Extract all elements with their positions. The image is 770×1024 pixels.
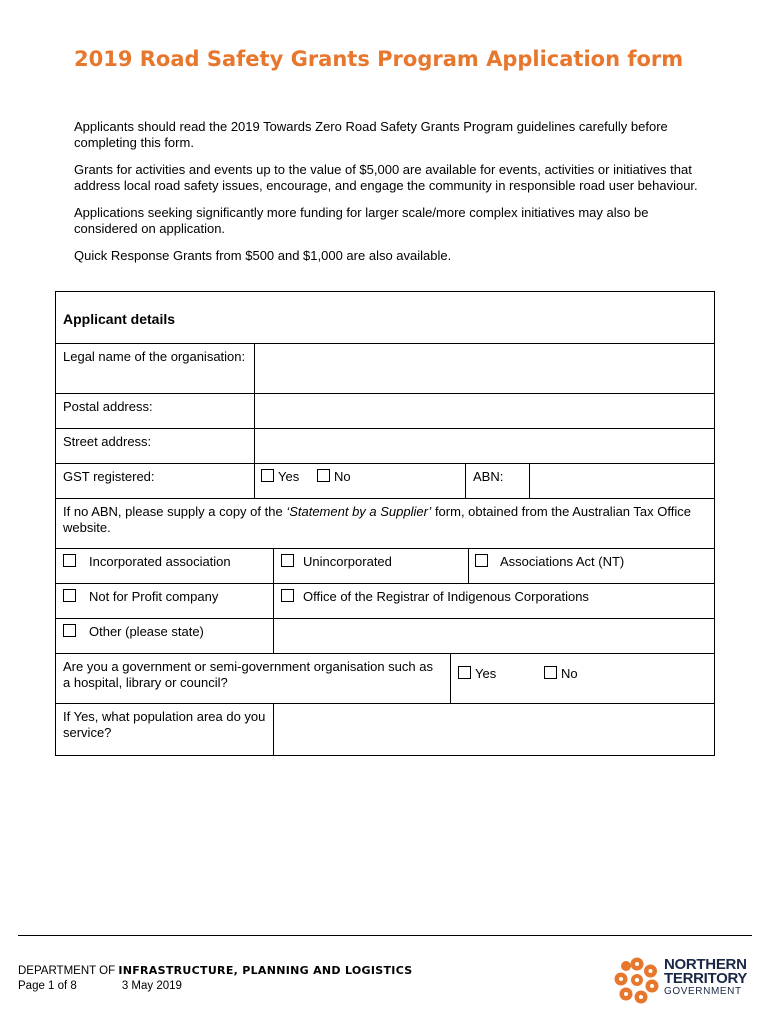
- not-for-profit-option[interactable]: [63, 589, 218, 605]
- document-date: 3 May 2019: [121, 980, 182, 992]
- abn-field[interactable]: [529, 463, 715, 499]
- registrar-label: Office of the Registrar of Indigenous Corporations: [303, 589, 589, 604]
- population-field[interactable]: [273, 703, 715, 756]
- intro-text: [74, 119, 714, 264]
- gov-yes-label: Yes: [475, 666, 497, 681]
- checkbox-icon[interactable]: [317, 469, 330, 482]
- street-address-field[interactable]: [254, 428, 715, 464]
- gov-no-label: No: [561, 666, 578, 681]
- associations-act-label: Associations Act (NT): [500, 554, 625, 569]
- legal-name-field[interactable]: [254, 343, 715, 394]
- gst-options: [254, 463, 466, 499]
- flower-icon: [612, 955, 662, 1005]
- gst-no-label: No: [334, 469, 351, 484]
- footer-divider: [18, 935, 752, 936]
- postal-address-label: Postal address:: [55, 393, 255, 429]
- checkbox-icon[interactable]: [281, 589, 294, 602]
- gst-yes-option[interactable]: [261, 469, 299, 485]
- gov-yes-option[interactable]: [458, 666, 496, 682]
- section-heading: Applicant details: [55, 291, 715, 344]
- page-number: Page 1 of 8: [18, 980, 77, 992]
- gst-no-option[interactable]: [317, 469, 351, 485]
- intro-paragraph: Applications seeking significantly more funding for larger scale/more complex initiatives may also be considered on application.: [74, 205, 649, 236]
- other-option[interactable]: [63, 624, 204, 640]
- gov-question: Are you a government or semi-government organisation such as a hospital, library or council?: [55, 653, 451, 704]
- incorporated-option[interactable]: [63, 554, 231, 570]
- checkbox-icon[interactable]: [544, 666, 557, 679]
- unincorporated-option[interactable]: [281, 554, 392, 570]
- page-title: 2019 Road Safety Grants Program Application form: [74, 47, 684, 71]
- org-type-cell: [273, 548, 469, 584]
- abn-note-text: If no ABN, please supply a copy of the: [63, 504, 287, 519]
- dept-title: INFRASTRUCTURE, PLANNING AND LOGISTICS: [118, 964, 413, 977]
- gov-no-option[interactable]: [544, 666, 578, 682]
- abn-label: ABN:: [465, 463, 530, 499]
- logo-line: NORTHERN: [664, 956, 747, 973]
- other-label: Other (please state): [89, 624, 204, 639]
- gst-yes-label: Yes: [278, 469, 300, 484]
- nt-government-logo: [612, 955, 762, 1005]
- checkbox-icon[interactable]: [261, 469, 274, 482]
- department-name: [18, 964, 413, 977]
- other-specify-field[interactable]: [273, 618, 715, 654]
- logo-wordmark: [664, 958, 747, 998]
- abn-note: [55, 498, 715, 549]
- checkbox-icon[interactable]: [475, 554, 488, 567]
- dept-prefix: DEPARTMENT OF: [18, 965, 119, 977]
- associations-act-option[interactable]: [475, 554, 624, 570]
- org-type-cell: [55, 583, 274, 619]
- org-type-cell: [468, 548, 715, 584]
- logo-line: TERRITORY: [664, 970, 748, 987]
- checkbox-icon[interactable]: [281, 554, 294, 567]
- registrar-option[interactable]: [281, 589, 589, 605]
- org-type-cell: [273, 583, 715, 619]
- postal-address-field[interactable]: [254, 393, 715, 429]
- abn-note-text: form, obtained from the Australian Tax Office website.: [63, 504, 691, 535]
- checkbox-icon[interactable]: [458, 666, 471, 679]
- gst-label: GST registered:: [55, 463, 255, 499]
- legal-name-label: Legal name of the organisation:: [55, 343, 255, 394]
- checkbox-icon[interactable]: [63, 624, 76, 637]
- unincorporated-label: Unincorporated: [303, 554, 392, 569]
- page-info: [18, 980, 182, 992]
- gov-options: [450, 653, 715, 704]
- org-type-cell: [55, 618, 274, 654]
- not-for-profit-label: Not for Profit company: [89, 589, 219, 604]
- org-type-cell: [55, 548, 274, 584]
- incorporated-label: Incorporated association: [89, 554, 231, 569]
- logo-line: GOVERNMENT: [664, 986, 742, 997]
- checkbox-icon[interactable]: [63, 589, 76, 602]
- population-label: If Yes, what population area do you service?: [55, 703, 274, 756]
- intro-paragraph: Grants for activities and events up to the value of $5,000 are available for events, activities or initiatives that address local road safety issues, encourage, and engage the community in responsible road user behaviour.: [74, 162, 698, 193]
- applicant-details-form: [55, 291, 715, 756]
- street-address-label: Street address:: [55, 428, 255, 464]
- checkbox-icon[interactable]: [63, 554, 76, 567]
- statement-by-supplier-text: ‘Statement by a Supplier’: [286, 504, 432, 519]
- intro-paragraph: Applicants should read the 2019 Towards Zero Road Safety Grants Program guidelines carefully before completing this form.: [74, 119, 668, 150]
- intro-paragraph: Quick Response Grants from $500 and $1,000 are also available.: [74, 248, 452, 263]
